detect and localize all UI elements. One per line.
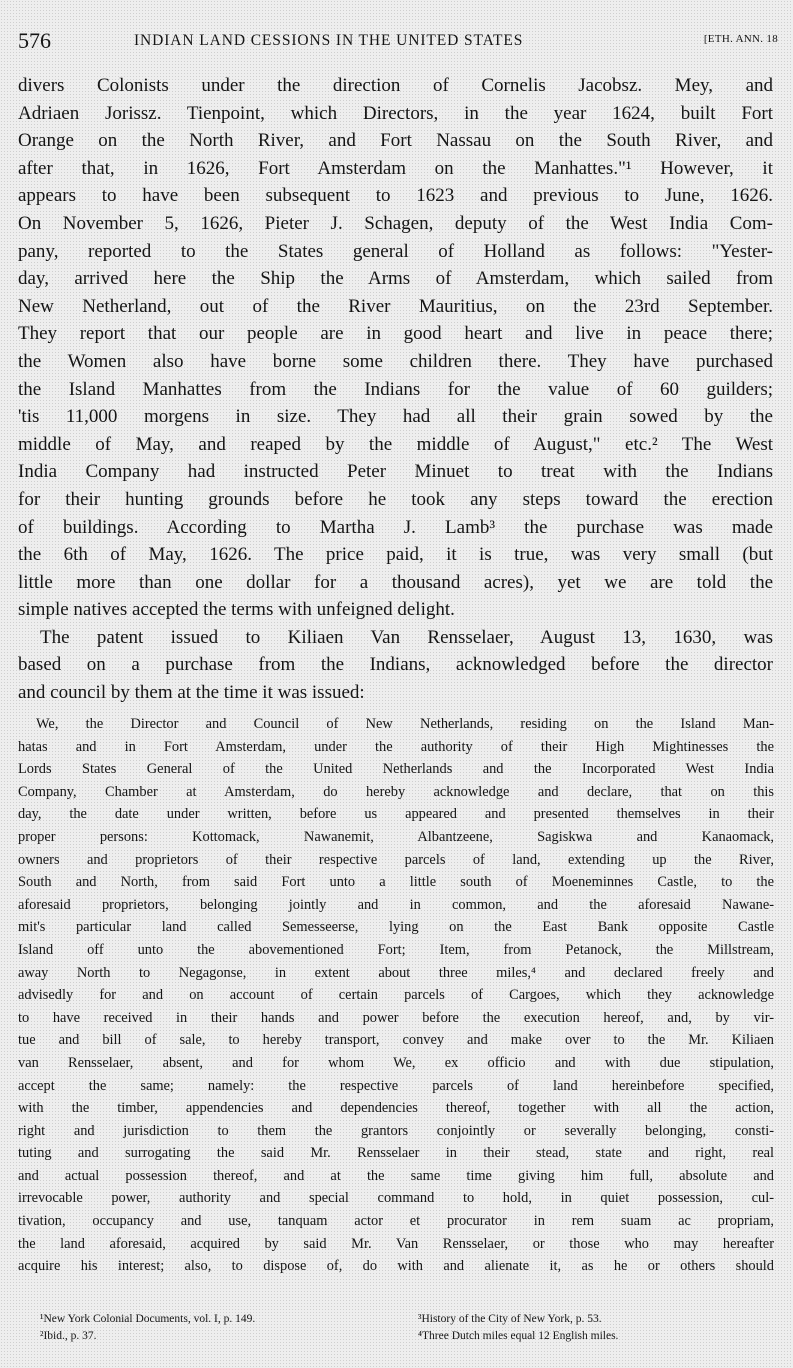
quote-line: South and North, from said Fort unto a little south of Moeneminnes Castle, to the	[18, 874, 774, 891]
body-line: appears to have been subsequent to 1623 and previous to June, 1626.	[18, 185, 773, 207]
body-line: after that, in 1626, Fort Amsterdam on the Manhattes."¹ However, it	[18, 157, 773, 179]
body-line: for their hunting grounds before he took any steps toward the erection	[18, 488, 773, 510]
quote-line: advisedly for and on account of certain parcels of Cargoes, which they acknowledge	[18, 987, 774, 1004]
quote-line: Lords States General of the United Netherlands and the Incorporated West India	[18, 761, 774, 778]
footnotes	[40, 1311, 770, 1351]
body-line: India Company had instructed Peter Minuet to treat with the Indians	[18, 461, 773, 483]
body-line: New Netherland, out of the River Mauritius, on the 23rd September.	[18, 295, 773, 317]
body-line: little more than one dollar for a thousand acres), yet we are told the	[18, 571, 773, 593]
page-header	[18, 28, 778, 54]
quote-line: with the timber, appendencies and dependencies thereof, together with all the action,	[18, 1100, 774, 1117]
footnote-3: ³History of the City of New York, p. 53.	[418, 1313, 602, 1325]
quote-line: mit's particular land called Semesseerse, lying on the East Bank opposite Castle	[18, 919, 774, 936]
body-line: the 6th of May, 1626. The price paid, it is true, was very small (but	[18, 544, 773, 566]
body-line: day, arrived here the Ship the Arms of Amsterdam, which sailed from	[18, 268, 773, 290]
body-line: the Women also have borne some children there. They have purchased	[18, 350, 773, 372]
page-number: 576	[18, 28, 51, 53]
body-line: Orange on the North River, and Fort Nassau on the South River, and	[18, 130, 773, 152]
body-text	[18, 72, 773, 707]
body-line: The patent issued to Kiliaen Van Rensselaer, August 13, 1630, was	[40, 626, 773, 648]
quote-line: acquire his interest; also, to dispose of, do with and alienate it, as he or others should	[18, 1258, 774, 1275]
quote-line: tue and bill of sale, to hereby transport, convey and make over to the Mr. Kiliaen	[18, 1032, 774, 1049]
quote-line: tivation, occupancy and use, tanquam actor et procurator in rem suam ac propriam,	[18, 1213, 774, 1230]
quote-line: Company, Chamber at Amsterdam, do hereby acknowledge and declare, that on this	[18, 783, 774, 800]
body-line: On November 5, 1626, Pieter J. Schagen, deputy of the West India Com-	[18, 212, 773, 234]
body-line: and council by them at the time it was issued:	[18, 682, 365, 704]
quote-line: right and jurisdiction to them the grantors conjointly or severally belonging, consti-	[18, 1122, 774, 1139]
footnote-1: ¹New York Colonial Documents, vol. I, p. 149.	[40, 1313, 256, 1325]
quote-line: and actual possession thereof, and at the same time giving him full, absolute and	[18, 1167, 774, 1184]
quote-line: day, the date under written, before us appeared and presented themselves in their	[18, 806, 774, 823]
patent-quotation	[18, 713, 774, 1278]
report-reference: [ETH. ANN. 18	[703, 33, 778, 45]
quote-line: tuting and surrogating the said Mr. Rensselaer in their stead, state and right, real	[18, 1145, 774, 1162]
body-line: middle of May, and reaped by the middle of August," etc.² The West	[18, 433, 773, 455]
running-title: INDIAN LAND CESSIONS IN THE UNITED STATES	[134, 32, 524, 49]
body-line: the Island Manhattes from the Indians for the value of 60 guilders;	[18, 378, 773, 400]
quote-line: aforesaid proprietors, belonging jointly and in common, and the aforesaid Nawane-	[18, 896, 774, 913]
quote-line: proper persons: Kottomack, Nawanemit, Albantzeene, Sagiskwa and Kanaomack,	[18, 828, 774, 845]
quote-line: away North to Negagonse, in extent about three miles,⁴ and declared freely and	[18, 964, 774, 981]
quote-line: accept the same; namely: the respective parcels of land hereinbefore specified,	[18, 1077, 774, 1094]
quote-line: irrevocable power, authority and special command to hold, in quiet possession, cul-	[18, 1190, 774, 1207]
body-line: simple natives accepted the terms with unfeigned delight.	[18, 599, 455, 621]
body-line: pany, reported to the States general of Holland as follows: "Yester-	[18, 240, 773, 262]
footnote-4: ⁴Three Dutch miles equal 12 English miles.	[418, 1330, 619, 1342]
body-line: based on a purchase from the Indians, acknowledged before the director	[18, 654, 773, 676]
quote-line: the land aforesaid, acquired by said Mr. Van Rensselaer, or those who may hereafter	[18, 1235, 774, 1252]
quote-line: to have received in their hands and power before the execution hereof, and, by vir-	[18, 1009, 774, 1026]
body-line: of buildings. According to Martha J. Lamb³ the purchase was made	[18, 516, 773, 538]
body-line: Adriaen Jorissz. Tienpoint, which Directors, in the year 1624, built Fort	[18, 102, 773, 124]
body-line: 'tis 11,000 morgens in size. They had all their grain sowed by the	[18, 406, 773, 428]
quote-line: We, the Director and Council of New Netherlands, residing on the Island Man-	[36, 716, 774, 732]
footnote-2: ²Ibid., p. 37.	[40, 1330, 97, 1342]
quote-line: van Rensselaer, absent, and for whom We, ex officio and with due stipulation,	[18, 1054, 774, 1071]
body-line: They report that our people are in good heart and live in peace there;	[18, 323, 773, 345]
body-line: divers Colonists under the direction of Cornelis Jacobsz. Mey, and	[18, 75, 773, 96]
quote-line: Island off unto the abovementioned Fort; Item, from Petanock, the Millstream,	[18, 941, 774, 958]
quote-line: hatas and in Fort Amsterdam, under the authority of their High Mightinesses the	[18, 738, 774, 755]
quote-line: owners and proprietors of their respective parcels of land, extending up the River,	[18, 851, 774, 868]
